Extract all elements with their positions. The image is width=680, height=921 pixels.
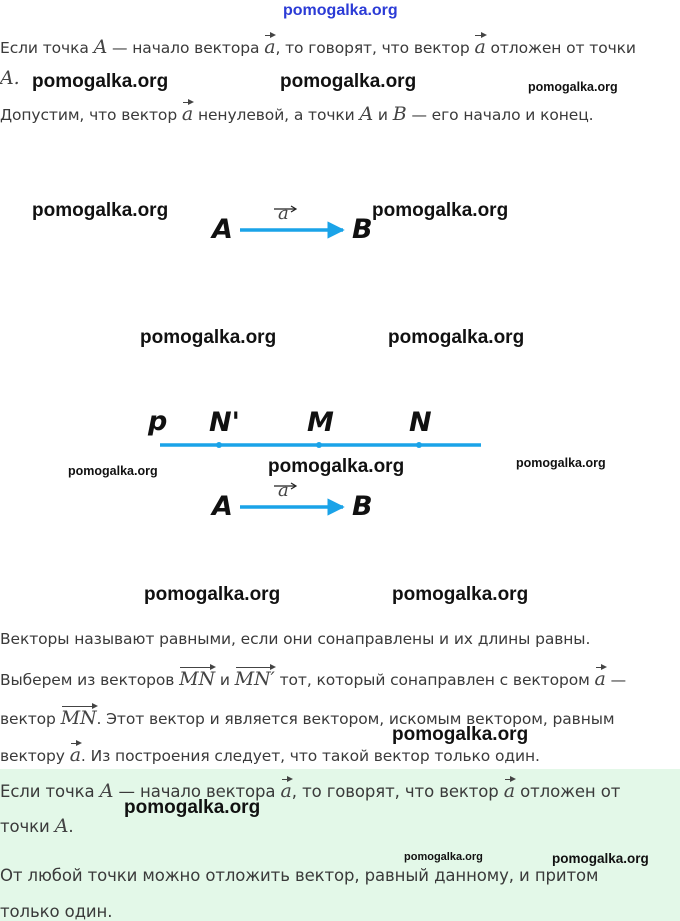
watermark: pomogalka.org	[388, 327, 525, 348]
watermark: pomogalka.org	[516, 456, 606, 470]
figure1-point-a-label: A	[212, 214, 233, 245]
vector-a: a	[264, 32, 275, 58]
watermark: pomogalka.org	[124, 797, 261, 818]
point-m	[316, 442, 322, 448]
point-n-prime-label: N'	[209, 407, 240, 438]
figure1-point-b-label: B	[352, 214, 373, 245]
paragraph-4-line-3: вектору a. Из построения следует, что такой вектор только один.	[0, 740, 540, 766]
watermark: pomogalka.org	[32, 71, 169, 92]
box-line-1: Если точка A — начало вектора a, то говорят, что вектор a отложен от	[0, 776, 620, 802]
watermark: pomogalka.org	[140, 327, 277, 348]
paragraph-4-line-2: вектор MN. Этот вектор и является вектором, искомым вектором, равным	[0, 703, 614, 729]
watermark: pomogalka.org	[392, 584, 529, 605]
vector-a: a	[70, 740, 81, 766]
watermark: pomogalka.org	[552, 851, 649, 866]
header-watermark-link[interactable]: pomogalka.org	[283, 2, 398, 19]
figure2-point-b-label: B	[352, 491, 373, 522]
paragraph-3: Векторы называют равными, если они сонаправлены и их длины равны.	[0, 630, 591, 648]
vector-mn: MN	[179, 664, 215, 690]
box-line-2: точки A.	[0, 815, 74, 837]
paragraph-1-line-1: Если точка A — начало вектора a, то говорят, что вектор a отложен от точки	[0, 32, 636, 58]
point-n	[416, 442, 422, 448]
box-line-4: только один.	[0, 902, 113, 921]
vector-a: a	[182, 99, 193, 125]
watermark: pomogalka.org	[144, 584, 281, 605]
watermark: pomogalka.org	[268, 456, 405, 477]
vector-a: a	[504, 776, 515, 802]
vector-a: a	[281, 776, 292, 802]
figure2-vector-label: a	[278, 480, 289, 501]
figure1-vector-label: a	[278, 203, 289, 224]
watermark: pomogalka.org	[392, 724, 529, 745]
paragraph-4-line-1: Выберем из векторов MN и MN′ тот, который сонаправлен с вектором a —	[0, 664, 626, 690]
vector-a: a	[474, 32, 485, 58]
paragraph-2: Допустим, что вектор a ненулевой, а точки A и B — его начало и конец.	[0, 99, 593, 125]
paragraph-1-line-2: A.	[0, 67, 20, 89]
point-n-prime	[216, 442, 222, 448]
watermark: pomogalka.org	[280, 71, 417, 92]
line-p-label: p	[148, 406, 168, 437]
box-line-3: От любой точки можно отложить вектор, равный данному, и притом	[0, 866, 599, 885]
watermark: pomogalka.org	[32, 200, 169, 221]
point-n-label: N	[409, 407, 432, 438]
watermark: pomogalka.org	[404, 851, 483, 863]
watermark: pomogalka.org	[528, 80, 618, 94]
vector-mn-prime: MN′	[235, 664, 275, 690]
watermark: pomogalka.org	[372, 200, 509, 221]
figure2-point-a-label: A	[212, 491, 233, 522]
vector-a: a	[595, 664, 606, 690]
vector-mn: MN	[61, 703, 97, 729]
watermark: pomogalka.org	[68, 464, 158, 478]
point-m-label: M	[307, 407, 334, 438]
